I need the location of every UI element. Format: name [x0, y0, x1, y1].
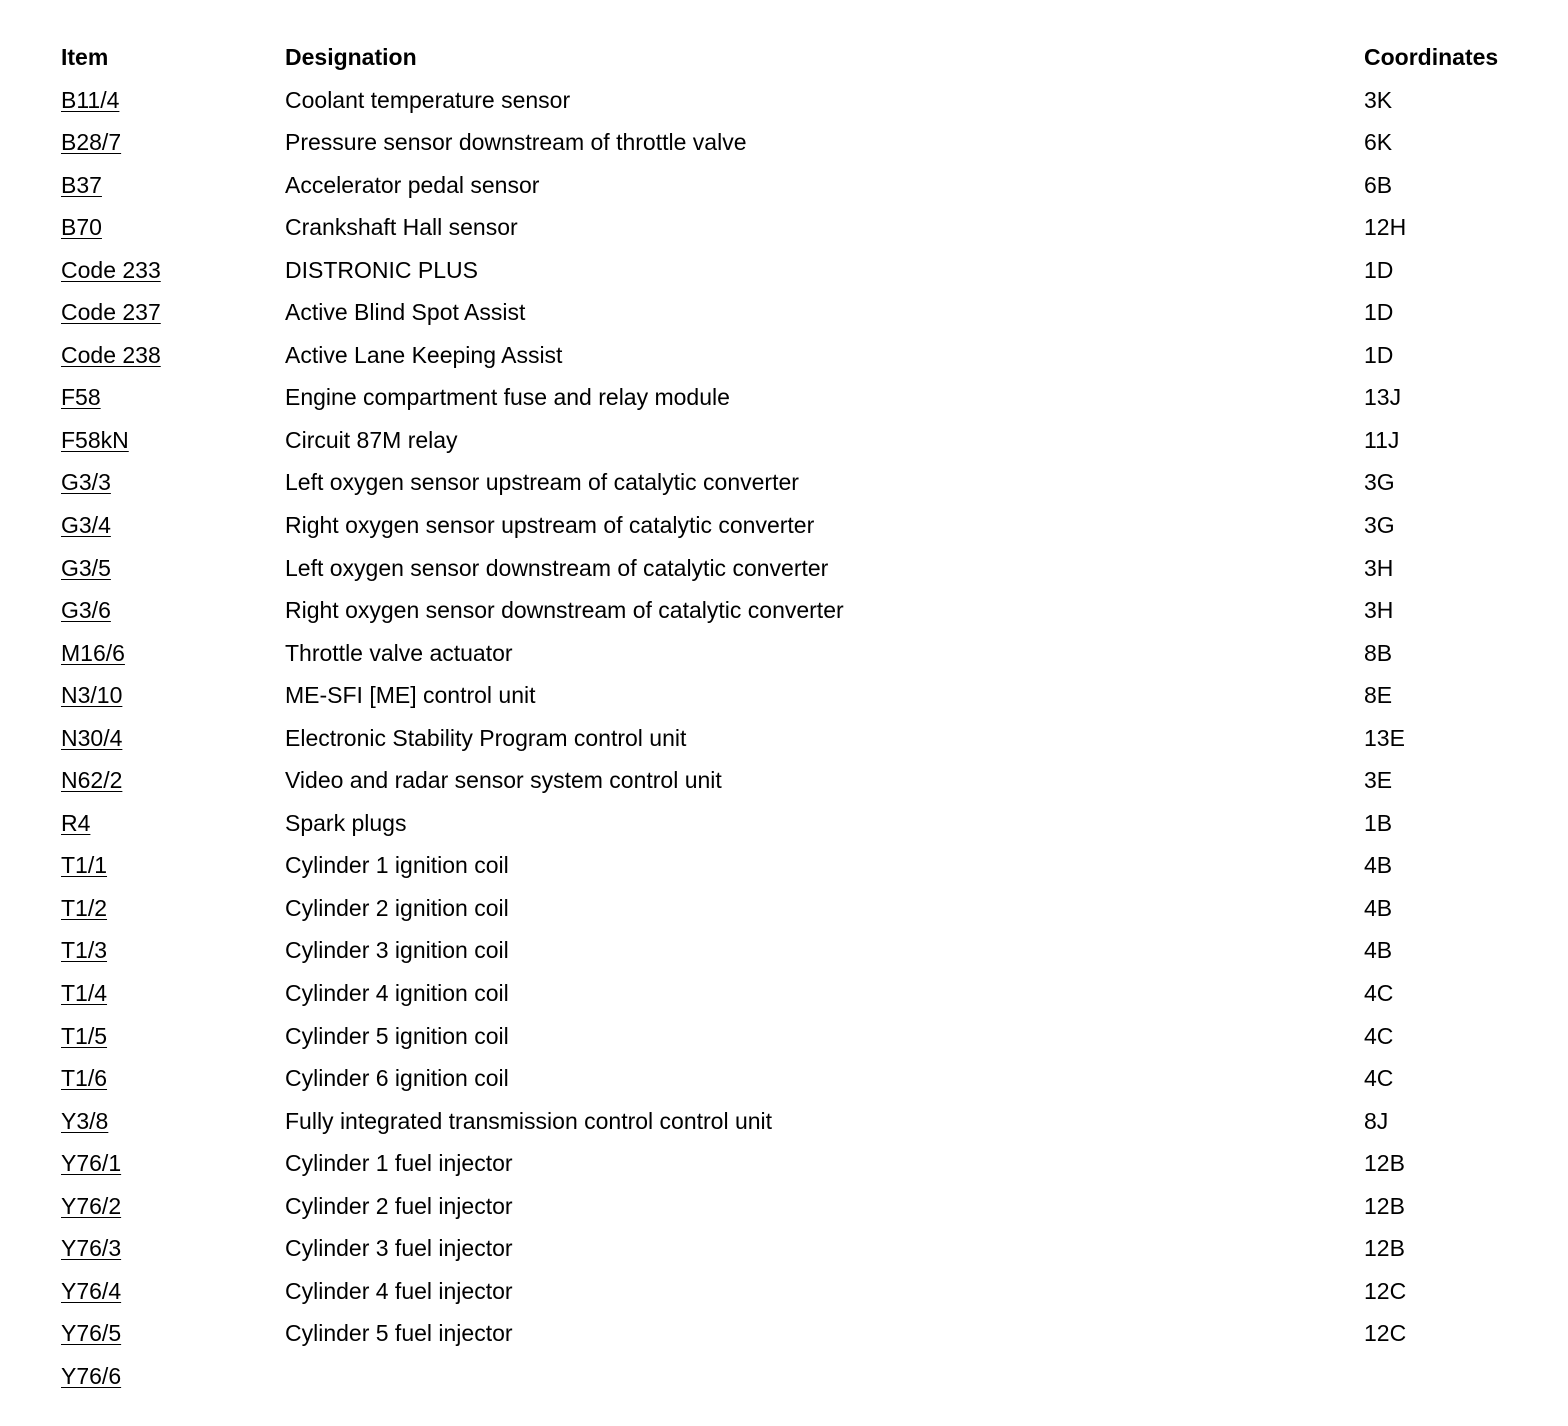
designation-cell: Right oxygen sensor upstream of catalytic converter [285, 512, 815, 539]
item-link[interactable]: B70 [61, 214, 102, 241]
designation-cell: Cylinder 2 fuel injector [285, 1192, 513, 1219]
table-row [61, 1312, 1531, 1355]
coordinates-cell: 13J [1364, 384, 1402, 411]
coordinates-cell: 12C [1364, 1320, 1407, 1347]
header-item: Item [61, 44, 109, 70]
designation-cell: Cylinder 5 fuel injector [285, 1320, 513, 1347]
table-row [61, 1015, 1531, 1058]
coordinates-cell: 12H [1364, 214, 1407, 241]
item-link[interactable]: B28/7 [61, 129, 122, 156]
item-cell [61, 802, 90, 845]
designation-cell: Left oxygen sensor downstream of catalytic converter [285, 554, 829, 581]
coordinates-cell: 8J [1364, 1107, 1389, 1134]
coordinates-cell: 12C [1364, 1277, 1407, 1304]
item-link[interactable]: Y3/8 [61, 1107, 109, 1134]
item-link[interactable]: Y76/4 [61, 1277, 122, 1304]
designation-cell: Spark plugs [285, 809, 407, 836]
item-cell [61, 547, 111, 590]
item-cell [61, 1015, 107, 1058]
table-row [61, 632, 1531, 675]
designation-cell: Pressure sensor downstream of throttle valve [285, 129, 747, 156]
item-link[interactable]: N30/4 [61, 724, 123, 751]
item-link[interactable]: F58 [61, 384, 101, 411]
item-cell [61, 972, 107, 1015]
coordinates-cell: 1D [1364, 256, 1394, 283]
designation-cell: Crankshaft Hall sensor [285, 214, 518, 241]
coordinates-cell: 3E [1364, 767, 1393, 794]
item-cell [61, 1057, 107, 1100]
item-cell [61, 419, 129, 462]
item-link[interactable]: T1/5 [61, 1022, 108, 1049]
table-row [61, 1100, 1531, 1143]
item-link[interactable]: Code 237 [61, 299, 161, 326]
table-row [61, 547, 1531, 590]
table-row [61, 376, 1531, 419]
item-link[interactable]: T1/6 [61, 1065, 108, 1092]
table-row [61, 929, 1531, 972]
item-link[interactable]: Y76/5 [61, 1320, 122, 1347]
table-row [61, 461, 1531, 504]
table-row [61, 1185, 1531, 1228]
table-row [61, 504, 1531, 547]
designation-cell: Cylinder 4 ignition coil [285, 980, 509, 1007]
designation-cell: Left oxygen sensor upstream of catalytic converter [285, 469, 799, 496]
item-cell [61, 1185, 121, 1228]
designation-cell: DISTRONIC PLUS [285, 256, 478, 283]
item-cell [61, 79, 119, 122]
item-cell [61, 844, 107, 887]
table-header-row [61, 36, 1531, 79]
designation-cell: Cylinder 3 ignition coil [285, 937, 509, 964]
item-link[interactable]: N62/2 [61, 767, 123, 794]
designation-cell: ME-SFI [ME] control unit [285, 682, 536, 709]
item-cell [61, 887, 107, 930]
designation-cell: Active Blind Spot Assist [285, 299, 526, 326]
item-link[interactable]: T1/1 [61, 852, 108, 879]
designation-cell: Right oxygen sensor downstream of catalytic converter [285, 597, 844, 624]
designation-cell: Throttle valve actuator [285, 639, 513, 666]
table-row [61, 164, 1531, 207]
table-row [61, 844, 1531, 887]
designation-cell: Cylinder 5 ignition coil [285, 1022, 509, 1049]
designation-cell: Fully integrated transmission control control unit [285, 1107, 773, 1134]
coordinates-cell: 3H [1364, 554, 1394, 581]
table-row [61, 1270, 1531, 1313]
component-legend-table [61, 36, 1531, 1398]
table-row [61, 1142, 1531, 1185]
designation-cell: Electronic Stability Program control unit [285, 724, 687, 751]
item-link[interactable]: G3/4 [61, 512, 111, 539]
coordinates-cell: 12B [1364, 1235, 1405, 1262]
coordinates-cell: 4B [1364, 894, 1393, 921]
designation-cell: Cylinder 3 fuel injector [285, 1235, 513, 1262]
item-link[interactable]: M16/6 [61, 639, 125, 666]
item-cell [61, 674, 122, 717]
table-row [61, 972, 1531, 1015]
table-row [61, 334, 1531, 377]
item-cell [61, 1142, 121, 1185]
item-cell [61, 376, 101, 419]
item-cell [61, 249, 161, 292]
designation-cell: Video and radar sensor system control unit [285, 767, 722, 794]
item-link[interactable]: G3/6 [61, 597, 111, 624]
item-cell [61, 1270, 121, 1313]
item-cell [61, 1100, 108, 1143]
item-link[interactable]: F58kN [61, 426, 129, 453]
coordinates-cell: 12B [1364, 1192, 1405, 1219]
coordinates-cell: 4C [1364, 1065, 1394, 1092]
item-link[interactable]: T1/4 [61, 980, 108, 1007]
item-cell [61, 1355, 121, 1398]
item-cell [61, 759, 122, 802]
item-link[interactable]: R4 [61, 809, 91, 836]
designation-cell: Cylinder 1 fuel injector [285, 1150, 513, 1177]
table-row [61, 79, 1531, 122]
coordinates-cell: 4C [1364, 1022, 1394, 1049]
table-row [61, 249, 1531, 292]
item-cell [61, 632, 125, 675]
item-link[interactable]: Y76/6 [61, 1362, 122, 1389]
item-link[interactable]: Code 233 [61, 256, 161, 283]
coordinates-cell: 4B [1364, 852, 1393, 879]
coordinates-cell: 4C [1364, 980, 1394, 1007]
item-link[interactable]: Y76/3 [61, 1235, 122, 1262]
item-link[interactable]: Y76/1 [61, 1150, 122, 1177]
table-row [61, 589, 1531, 632]
table-row [61, 206, 1531, 249]
coordinates-cell: 6B [1364, 171, 1393, 198]
table-row [61, 1355, 1531, 1398]
item-link[interactable]: T1/2 [61, 894, 108, 921]
coordinates-cell: 12B [1364, 1150, 1405, 1177]
header-coordinates: Coordinates [1364, 44, 1499, 70]
item-cell [61, 121, 121, 164]
table-row [61, 887, 1531, 930]
coordinates-cell: 3G [1364, 512, 1395, 539]
designation-cell: Circuit 87M relay [285, 426, 458, 453]
item-link[interactable]: B11/4 [61, 86, 120, 113]
table-row [61, 1227, 1531, 1270]
item-link[interactable]: B37 [61, 171, 102, 198]
item-cell [61, 1227, 121, 1270]
coordinates-cell: 1D [1364, 341, 1394, 368]
coordinates-cell: 4B [1364, 937, 1393, 964]
coordinates-cell: 3G [1364, 469, 1395, 496]
table-row [61, 717, 1531, 760]
coordinates-cell: 11J [1364, 426, 1400, 453]
header-designation: Designation [285, 44, 417, 70]
table-row [61, 1057, 1531, 1100]
coordinates-cell: 3H [1364, 597, 1394, 624]
coordinates-cell: 3K [1364, 86, 1393, 113]
designation-cell: Cylinder 2 ignition coil [285, 894, 509, 921]
designation-cell: Coolant temperature sensor [285, 86, 571, 113]
item-cell [61, 461, 111, 504]
table-row [61, 802, 1531, 845]
item-link[interactable]: Code 238 [61, 341, 161, 368]
item-link[interactable]: T1/3 [61, 937, 108, 964]
item-link[interactable]: G3/3 [61, 469, 111, 496]
item-link[interactable]: G3/5 [61, 554, 111, 581]
table-row [61, 674, 1531, 717]
designation-cell: Engine compartment fuse and relay module [285, 384, 730, 411]
table-row [61, 121, 1531, 164]
table-body [61, 79, 1531, 1398]
item-cell [61, 717, 122, 760]
table-row [61, 291, 1531, 334]
coordinates-cell: 8B [1364, 639, 1393, 666]
item-cell [61, 504, 111, 547]
designation-cell: Accelerator pedal sensor [285, 171, 540, 198]
item-cell [61, 589, 111, 632]
item-cell [61, 334, 161, 377]
coordinates-cell: 8E [1364, 682, 1393, 709]
item-link[interactable]: Y76/2 [61, 1192, 122, 1219]
designation-cell: Active Lane Keeping Assist [285, 341, 563, 368]
coordinates-cell: 1D [1364, 299, 1394, 326]
item-cell [61, 929, 107, 972]
designation-cell: Cylinder 1 ignition coil [285, 852, 509, 879]
table-row [61, 759, 1531, 802]
designation-cell: Cylinder 6 ignition coil [285, 1065, 509, 1092]
item-cell [61, 291, 161, 334]
item-cell [61, 1312, 121, 1355]
table-row [61, 419, 1531, 462]
designation-cell: Cylinder 4 fuel injector [285, 1277, 513, 1304]
coordinates-cell: 1B [1364, 809, 1393, 836]
item-cell [61, 164, 102, 207]
item-link[interactable]: N3/10 [61, 682, 123, 709]
coordinates-cell: 6K [1364, 129, 1393, 156]
item-cell [61, 206, 102, 249]
coordinates-cell: 13E [1364, 724, 1405, 751]
